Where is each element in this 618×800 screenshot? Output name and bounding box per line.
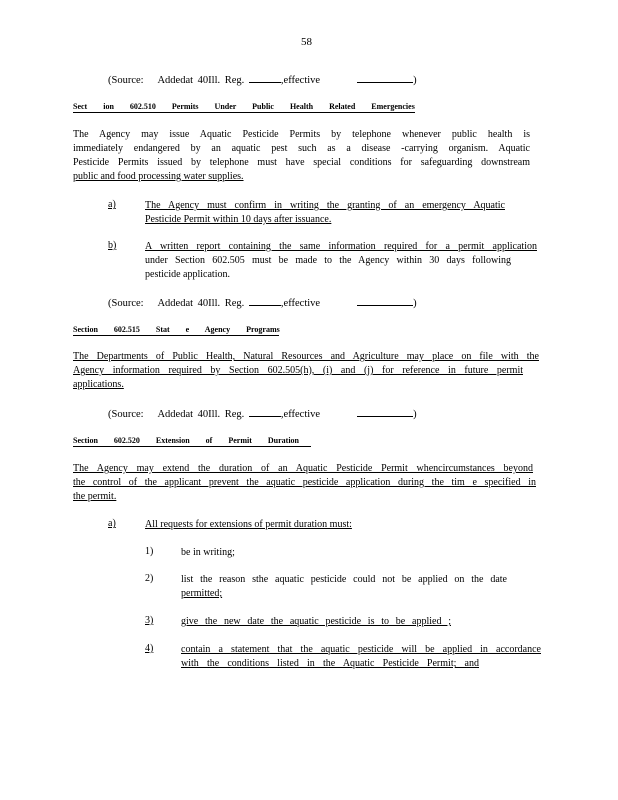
item-text: A written report containing the same information required for a permit application under Section 602.505 must be made to the Agency within 30 days following pesticide application. bbox=[145, 241, 537, 280]
item-marker: a) bbox=[108, 518, 116, 529]
paragraph-line: The Departments of Public Health, Natural Resources and Agriculture may place on file with the bbox=[73, 351, 539, 362]
section-heading-602-515: Section 602.515 Stat e Agency Programs bbox=[73, 325, 280, 334]
section-heading-602-520: Section 602.520 Extension of Permit Duration bbox=[73, 436, 311, 447]
source-line: (Source: Addedat 40Ill. Reg. ,effective ) bbox=[108, 406, 417, 420]
section-602-520-paragraph bbox=[73, 462, 536, 504]
paragraph-line: The Agency may issue Aquatic Pesticide Permits by telephone whenever public health is bbox=[73, 129, 530, 140]
paragraph-line: The Agency may extend the duration of an Aquatic Pesticide Permit whencircumstances beyond bbox=[73, 463, 533, 474]
item-marker: a) bbox=[108, 199, 116, 210]
source-text: Addedat 40Ill. Reg. bbox=[157, 75, 245, 86]
source-prefix: (Source: bbox=[108, 75, 144, 86]
subitem-text: list the reason sthe aquatic pesticide could not be applied on the date permitted; bbox=[181, 574, 507, 599]
paragraph-line: public and food processing water supplies. bbox=[73, 171, 244, 182]
subitem-text: give the new date the aquatic pesticide is to be applied ; bbox=[181, 616, 451, 627]
section-heading-602-510: Sect ion 602.510 Permits Under Public Health Related Emergencies bbox=[73, 102, 415, 111]
subitem-marker: 3) bbox=[145, 615, 154, 626]
subitem-text: be in writing; bbox=[181, 547, 235, 558]
page-number: 58 bbox=[301, 36, 312, 48]
source-effective: ,effective bbox=[280, 75, 321, 86]
paragraph-line: Agency information required by Section 602.505(h), (i) and (j) for reference in future permit bbox=[73, 365, 523, 376]
paragraph-line: Pesticide Permits issued by telephone must have special conditions for safeguarding downstream bbox=[73, 157, 530, 168]
subitem-marker: 4) bbox=[145, 643, 154, 654]
paragraph-line: immediately endangered by an aquatic pest such as a disease -carrying organism. Aquatic bbox=[73, 143, 530, 154]
paragraph-line: the permit. bbox=[73, 491, 117, 502]
item-marker: b) bbox=[108, 240, 117, 251]
paragraph-line: applications. bbox=[73, 379, 124, 390]
item-text: The Agency must confirm in writing the granting of an emergency Aquatic Pesticide Permit within 10 days after issuance. bbox=[145, 200, 505, 225]
item-text: All requests for extensions of permit duration must: bbox=[145, 519, 352, 530]
section-602-515-paragraph bbox=[73, 350, 539, 392]
source-line: (Source: Addedat 40Ill. Reg. ,effective ) bbox=[108, 295, 417, 309]
paragraph-line: the control of the applicant prevent the aquatic pesticide application during the tim e specified in bbox=[73, 477, 536, 488]
source-line bbox=[108, 72, 417, 86]
subitem-marker: 2) bbox=[145, 573, 154, 584]
source-close: ) bbox=[413, 75, 417, 86]
subitem-marker: 1) bbox=[145, 546, 154, 557]
section-602-510-paragraph bbox=[73, 128, 530, 184]
subitem-text: contain a statement that the aquatic pesticide will be applied in accordance with the conditions listed in the Aquatic Pesticide Permit; and bbox=[181, 644, 541, 669]
